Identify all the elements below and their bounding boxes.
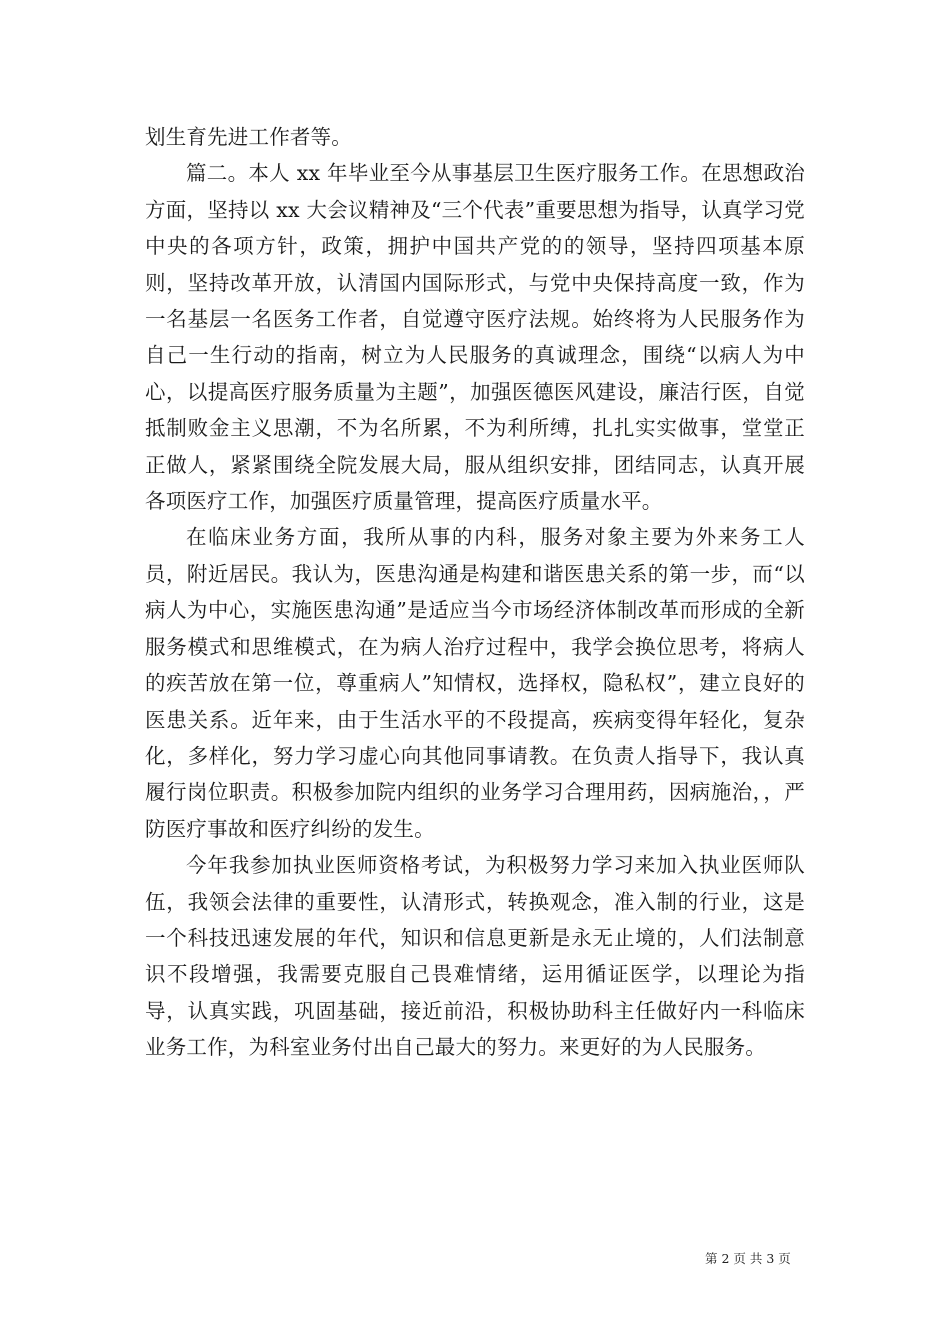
page-number-footer: 第 2 页 共 3 页 — [705, 1251, 791, 1266]
paragraph-continuation: 划生育先进工作者等。 — [145, 125, 352, 149]
paragraph-licensing-exam: 今年我参加执业医师资格考试，为积极努力学习来加入执业医师队伍，我领会法律的重要性，认清形式，转换观念，准入制的行业，这是一个科技迅速发展的年代，知识和信息更新是永无止境的，人们法制意识不段增强，我需要克服自己畏难情绪，运用循证医学，以理论为指导，认真实践，巩固基础，接近前沿，积极协助科主任做好内一科临床业务工作，为科室业务付出自己最大的努力。来更好的为人民服务。 — [145, 853, 805, 1060]
paragraph-clinical-work: 在临床业务方面，我所从事的内科，服务对象主要为外来务工人员，附近居民。我认为，医患沟通是构建和谐医患关系的第一步，而“以病人为中心，实施医患沟通”是适应当今市场经济体制改革而形成的全新服务模式和思维模式，在为病人治疗过程中，我学会换位思考，将病人的疾苦放在第一位，尊重病人”知情权，选择权，隐私权”，建立良好的医患关系。近年来，由于生活水平的不段提高，疾病变得年轻化，复杂化，多样化，努力学习虚心向其他同事请教。在负责人指导下，我认真履行岗位职责。积极参加院内组织的业务学习合理用药，因病施治，，严防医疗事故和医疗纠纷的发生。 — [145, 525, 805, 841]
document-body — [145, 119, 805, 1066]
paragraph-part-two: 篇二。本人 xx 年毕业至今从事基层卫生医疗服务工作。在思想政治方面，坚持以 xx 大会议精神及“三个代表”重要思想为指导，认真学习党中央的各项方针，政策，拥护中国共产党的的领导，坚持四项基本原则，坚持改革开放，认清国内国际形式，与党中央保持高度一致，作为一名基层一名医务工作者，自觉遵守医疗法规。始终将为人民服务作为自己一生行动的指南，树立为人民服务的真诚理念，围绕“以病人为中心，以提高医疗服务质量为主题”，加强医德医风建设，廉洁行医，自觉抵制败金主义思潮，不为名所累，不为利所缚，扎扎实实做事，堂堂正正做人，紧紧围绕全院发展大局，服从组织安排，团结同志，认真开展各项医疗工作，加强医疗质量管理，提高医疗质量水平。 — [145, 161, 805, 514]
